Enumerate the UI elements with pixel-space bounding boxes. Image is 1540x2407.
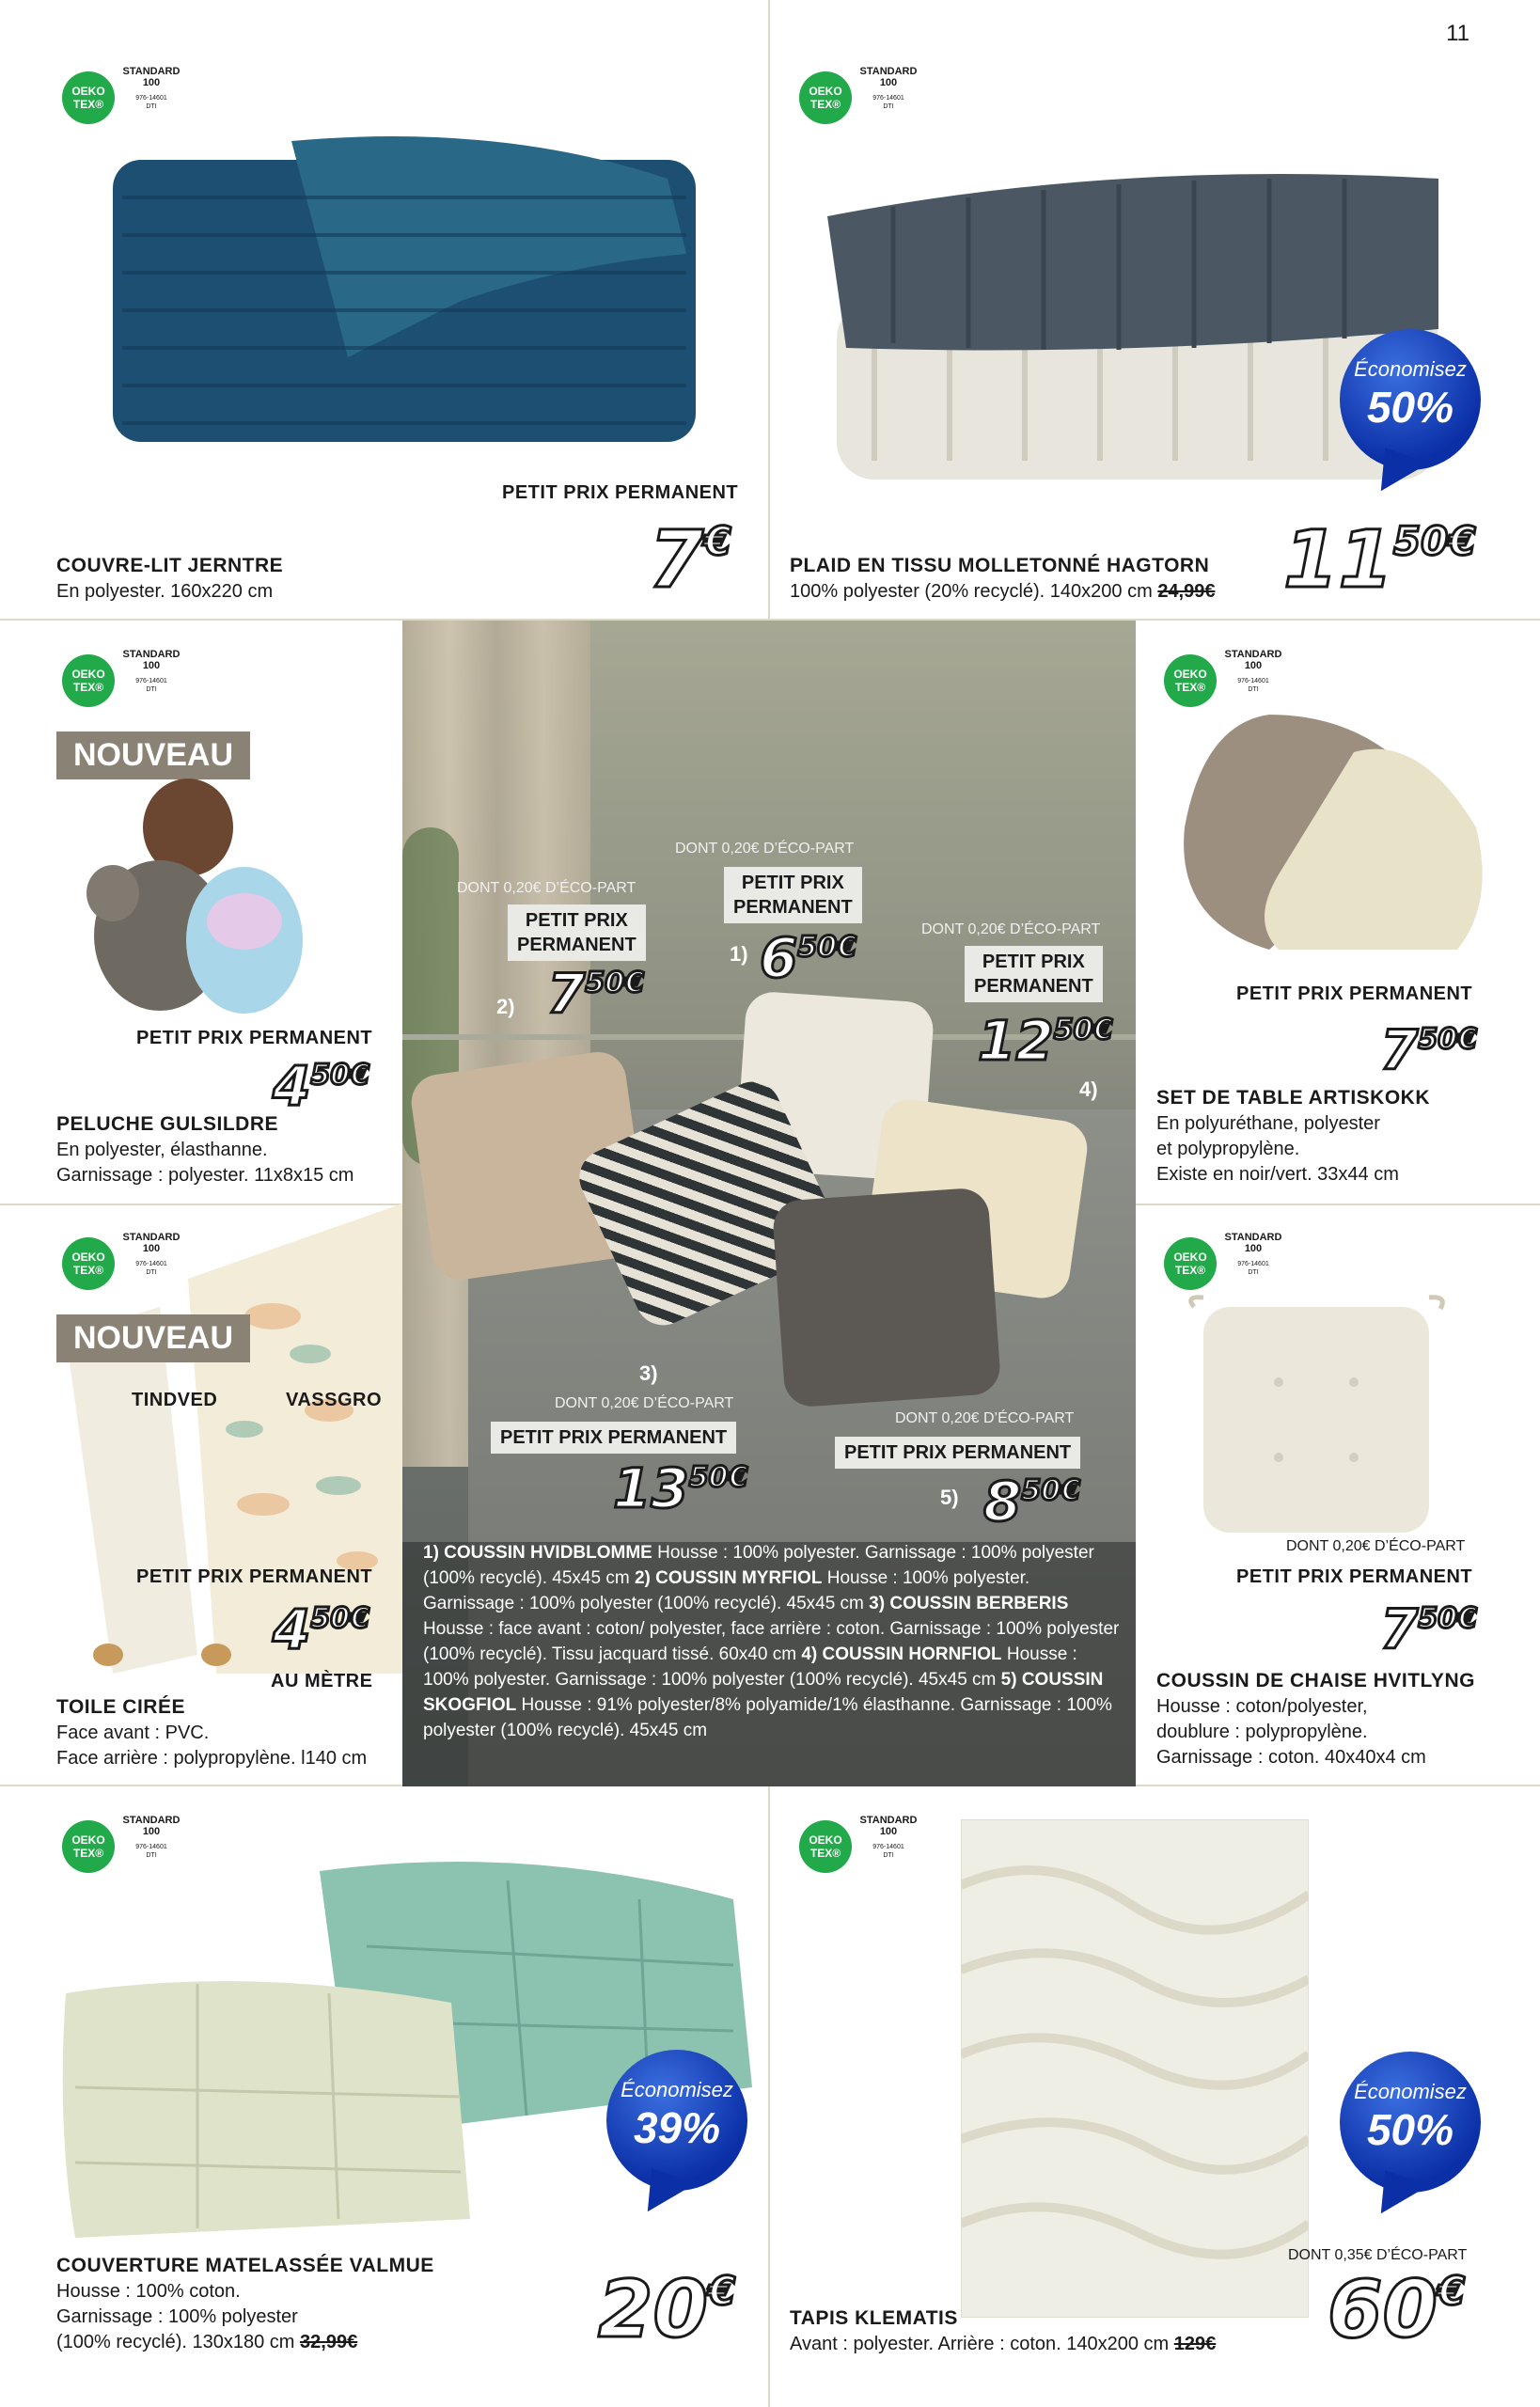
price-tag-label: PETIT PRIX PERMANENT (965, 946, 1103, 1002)
product-title: COUVERTURE MATELASSÉE VALMUE (56, 2255, 434, 2276)
eco-participation: DONT 0,20€ D’ÉCO-PART (675, 841, 855, 857)
new-badge: NOUVEAU (56, 732, 250, 779)
price: 750€ (547, 962, 644, 1026)
product-title: TAPIS KLEMATIS (790, 2307, 958, 2329)
oeko-tex-badge: OEKO TEX® STANDARD 100 976-14601 DTI (1164, 649, 1305, 715)
product-description: Face avant : PVC. Face arrière : polypropylène. l140 cm (56, 1723, 368, 1769)
placemat-image (1175, 715, 1495, 959)
old-price: 129€ (1173, 2334, 1217, 2354)
oeko-tex-badge: OEKO TEX® STANDARD 100 976-14601 DTI (799, 66, 940, 132)
product-description: Housse : coton/polyester, doublure : polypropylène. Garnissage : coton. 40x40x4 cm (1156, 1696, 1426, 1768)
unit-label: AU MÈTRE (271, 1671, 373, 1691)
oeko-tex-badge: OEKO TEX® STANDARD 100 976-14601 DTI (1164, 1232, 1305, 1298)
eco-participation: DONT 0,20€ D’ÉCO-PART (457, 880, 636, 896)
price: 450€ (273, 1597, 369, 1661)
product-description: En polyester, élasthanne. Garnissage : polyester. 11x8x15 cm (56, 1140, 354, 1186)
oeko-tex-badge: OEKO TEX® STANDARD 100 976-14601 DTI (62, 66, 203, 132)
product-description: En polyester. 160x220 cm (56, 581, 274, 602)
price: 1250€ (978, 1009, 1113, 1073)
old-price: 32,99€ (300, 2332, 358, 2352)
variant-name: TINDVED (132, 1390, 218, 1410)
new-badge: NOUVEAU (56, 1314, 250, 1362)
price-tag-label: PETIT PRIX PERMANENT (508, 905, 646, 961)
price: 1150€ (1283, 513, 1476, 606)
price-tag-label: PETIT PRIX PERMANENT (1236, 983, 1473, 1004)
eco-participation: DONT 0,35€ D’ÉCO-PART (1288, 2247, 1468, 2263)
product-title: PLAID EN TISSU MOLLETONNÉ HAGTORN (790, 555, 1210, 576)
oeko-tex-badge: OEKO TEX® STANDARD 100 976-14601 DTI (62, 1815, 203, 1880)
divider (1136, 1204, 1540, 1205)
price: 450€ (273, 1054, 369, 1118)
oeko-tex-badge: OEKO TEX® STANDARD 100 976-14601 DTI (799, 1815, 940, 1880)
price: 850€ (983, 1470, 1080, 1534)
product-title: PELUCHE GULSILDRE (56, 1113, 279, 1135)
cushion-details: 1) COUSSIN HVIDBLOMME Housse : 100% polyester. Garnissage : 100% polyester (100% recyclé). 45x45 cm 2) COUSSIN MYRFIOL Housse : 100% polyester. Garnissage : 100% polyester (100% recyclé). 45x45 cm 3) COUSSIN BERBERIS Housse : face avant : coton/ polyester, face arrière : coton. Garnissage : 100% polyester (100% recyclé). Tissu jacquard tissé. 60x40 cm 4) COUSSIN HORNFIOL Housse : 100% polyester. Garnissage : 100% polyester (100% recyclé). 45x45 cm 5) COUSSIN SKOGFIOL Housse : 91% polyester/8% polyamide/1% élasthanne. Garnissage : 100% polyester (100% recyclé). 45x45 cm (423, 1543, 1120, 1740)
price-tag-label: PETIT PRIX PERMANENT (835, 1437, 1080, 1469)
product-description: Avant : polyester. Arrière : coton. 140x200 cm 129€ (790, 2334, 1217, 2354)
price: 7€ (649, 513, 731, 606)
price: 650€ (760, 926, 856, 990)
oeko-tex-badge: OEKO TEX® STANDARD 100 976-14601 DTI (62, 649, 203, 715)
price-tag-label: PETIT PRIX PERMANENT (1236, 1566, 1473, 1587)
price: 60€ (1328, 2263, 1466, 2355)
product-description: 100% polyester (20% recyclé). 140x200 cm 24,99€ (790, 581, 1216, 602)
savings-bubble: Économisez 50% (1340, 329, 1481, 470)
savings-bubble: Économisez 39% (606, 2050, 747, 2191)
product-title: COUVRE-LIT JERNTRE (56, 555, 284, 576)
eco-participation: DONT 0,20€ D’ÉCO-PART (921, 921, 1101, 937)
rug-image (961, 1819, 1309, 2318)
plush-image (85, 771, 310, 1025)
savings-bubble: Économisez 50% (1340, 2052, 1481, 2193)
price: 1350€ (613, 1456, 748, 1520)
product-description: Housse : 100% coton. Garnissage : 100% polyester (100% recyclé). 130x180 cm 32,99€ (56, 2281, 358, 2352)
bedspread-image (103, 122, 715, 470)
product-title: TOILE CIRÉE (56, 1696, 185, 1718)
eco-participation: DONT 0,20€ D’ÉCO-PART (555, 1395, 734, 1411)
oeko-tex-badge: OEKO TEX® STANDARD 100 976-14601 DTI (62, 1232, 203, 1298)
page-number: 11 (1446, 21, 1469, 46)
price: 20€ (598, 2263, 736, 2355)
eco-participation: DONT 0,20€ D’ÉCO-PART (1286, 1538, 1466, 1554)
divider (768, 0, 770, 621)
cushion-number: 5) (940, 1486, 959, 1509)
price-tag-label: PETIT PRIX PERMANENT (136, 1028, 373, 1048)
cushion-number: 3) (639, 1361, 658, 1385)
product-description: En polyuréthane, polyester et polypropylène. Existe en noir/vert. 33x44 cm (1156, 1113, 1399, 1185)
product-title: SET DE TABLE ARTISKOKK (1156, 1087, 1431, 1109)
price: 750€ (1380, 1018, 1477, 1082)
product-title: COUSSIN DE CHAISE HVITLYNG (1156, 1670, 1475, 1691)
price-tag-label: PETIT PRIX PERMANENT (491, 1422, 736, 1454)
variant-name: VASSGRO (286, 1390, 383, 1410)
eco-participation: DONT 0,20€ D’ÉCO-PART (895, 1410, 1075, 1426)
chair-cushion-image (1175, 1288, 1457, 1542)
price-tag-label: PETIT PRIX PERMANENT (136, 1566, 373, 1587)
price-tag-label: PETIT PRIX PERMANENT (724, 867, 862, 923)
price: 750€ (1380, 1597, 1477, 1661)
cushion-number: 1) (730, 942, 748, 966)
price-tag-label: PETIT PRIX PERMANENT (502, 482, 739, 503)
old-price: 24,99€ (1157, 581, 1216, 602)
cushion-number: 4) (1079, 1078, 1098, 1101)
cushion-number: 2) (496, 995, 515, 1018)
